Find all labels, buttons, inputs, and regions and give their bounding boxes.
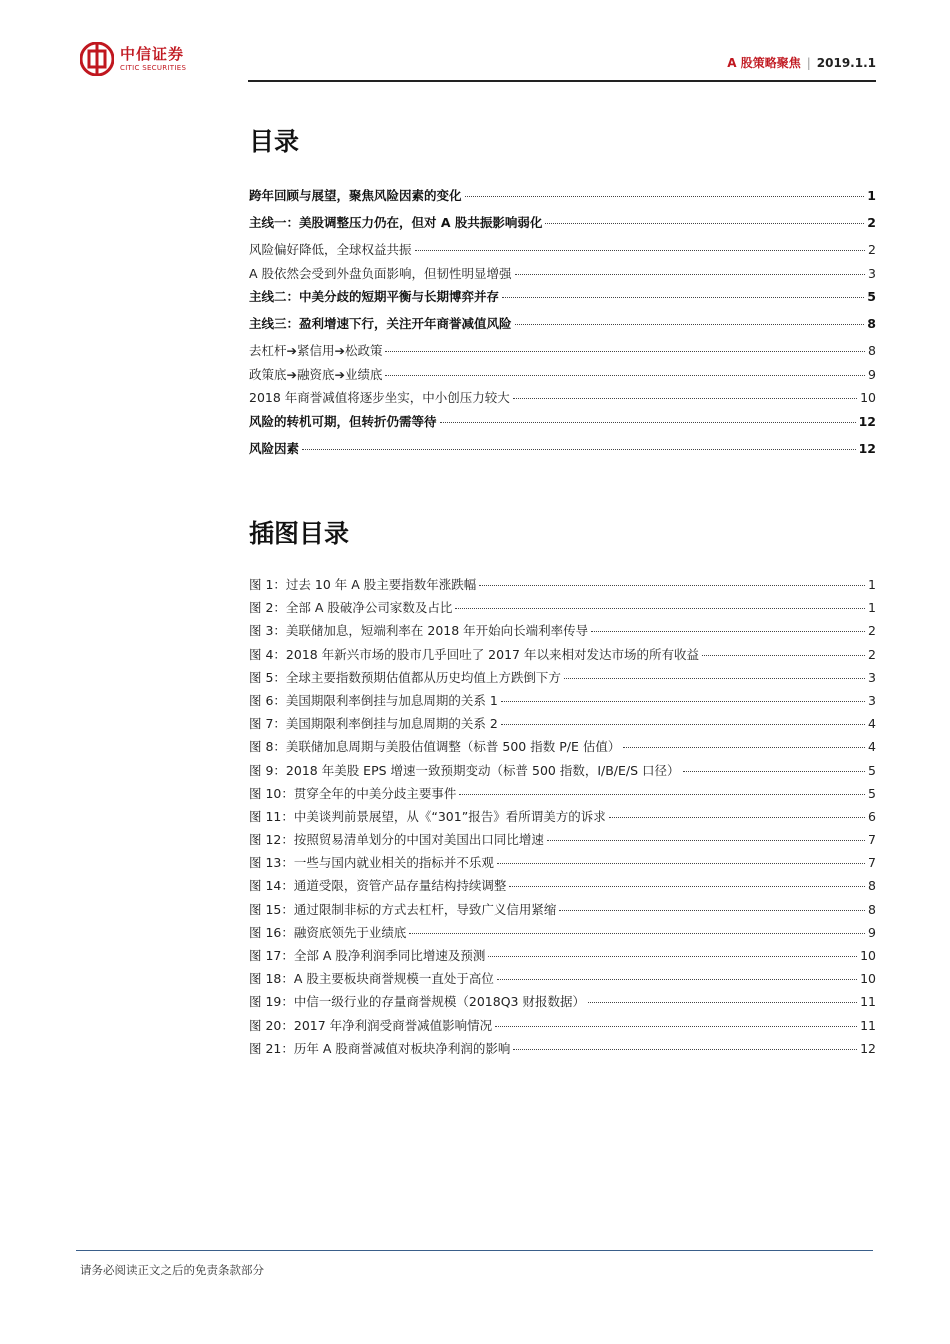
figure-entry[interactable] — [249, 853, 876, 876]
toc-entry-text: 风险的转机可期，但转折仍需等待 — [249, 413, 437, 429]
figure-entry-page-number: 11 — [860, 994, 876, 1010]
page-header — [80, 42, 876, 82]
figure-entry-text: 图 6：美国期限利率倒挂与加息周期的关系 1 — [249, 692, 498, 708]
figure-entry[interactable] — [249, 784, 876, 807]
toc-entry-text: 主线一：美股调整压力仍在，但对 A 股共振影响弱化 — [249, 215, 543, 230]
toc-entry-page-number: 9 — [868, 366, 876, 382]
figure-entry-text: 图 14：通道受限，资管产品存量结构持续调整 — [249, 878, 507, 894]
toc-entry[interactable] — [249, 341, 876, 365]
figure-entry-text: 图 5：全球主要指数预期估值都从历史均值上方跌倒下方 — [249, 669, 561, 685]
toc-entry[interactable] — [249, 439, 876, 466]
figure-entry[interactable] — [249, 598, 876, 621]
figure-entry-leader-dots — [623, 747, 865, 748]
figure-entry[interactable] — [249, 645, 876, 668]
figure-entry-page-number: 3 — [868, 669, 876, 685]
toc-entry-leader-dots — [302, 449, 856, 450]
figure-entry[interactable] — [249, 737, 876, 760]
toc-entry-page-number: 10 — [860, 390, 876, 405]
toc-entry[interactable] — [249, 186, 876, 213]
report-type: A 股策略聚焦 — [727, 56, 801, 70]
footer-disclaimer: 请务必阅读正文之后的免责条款部分 — [80, 1263, 264, 1277]
figure-entry-text: 图 18：A 股主要板块商誉规模一直处于高位 — [249, 971, 494, 987]
toc-entry-leader-dots — [515, 274, 866, 275]
figure-entry[interactable] — [249, 1039, 876, 1062]
figure-entry[interactable] — [249, 621, 876, 644]
figure-entry-text: 图 19：中信一级行业的存量商誉规模（2018Q3 财报数据） — [249, 994, 585, 1010]
toc-entry-text: 政策底➔融资底➔业绩底 — [249, 366, 383, 382]
figure-entry[interactable] — [249, 807, 876, 830]
figure-entry-text: 图 3：美联储加息，短端利率在 2018 年开始向长端利率传导 — [249, 623, 589, 639]
toc-entry-page-number: 1 — [867, 188, 876, 203]
figure-entry[interactable] — [249, 714, 876, 737]
figure-entry-page-number: 8 — [868, 901, 876, 917]
logo-english-name: CITIC SECURITIES — [120, 64, 187, 72]
figure-entry-leader-dots — [588, 1002, 857, 1003]
figure-entry-page-number: 1 — [868, 577, 876, 592]
logo-chinese-name: 中信证券 — [120, 45, 185, 63]
figure-entry-page-number: 12 — [860, 1040, 876, 1056]
figure-entry[interactable] — [249, 876, 876, 899]
figure-entry-leader-dots — [479, 585, 865, 586]
figure-entry-page-number: 10 — [860, 948, 876, 963]
figure-entry-page-number: 7 — [868, 855, 876, 871]
report-date: 2019.1.1 — [816, 56, 876, 70]
figure-entry-leader-dots — [497, 979, 857, 980]
toc-entry-leader-dots — [545, 223, 864, 224]
figure-entry-leader-dots — [559, 910, 865, 911]
figure-entry-page-number: 10 — [860, 971, 876, 987]
figure-entry-page-number: 5 — [868, 785, 876, 801]
figure-entry-text: 图 20：2017 年净利润受商誉减值影响情况 — [249, 1017, 493, 1033]
figure-entry[interactable] — [249, 761, 876, 784]
figure-entry-leader-dots — [591, 631, 865, 632]
figure-entry-leader-dots — [702, 655, 865, 656]
toc-entry-text: 主线二：中美分歧的短期平衡与长期博弈并存 — [249, 289, 500, 304]
figure-entry-text: 图 4：2018 年新兴市场的股市几乎回吐了 2017 年以来相对发达市场的所有收益 — [249, 646, 699, 662]
figure-entry-text: 图 11：中美谈判前景展望，从《“301”报告》看所谓美方的诉求 — [249, 808, 606, 824]
figure-entry-leader-dots — [609, 817, 865, 818]
toc-entry[interactable] — [249, 287, 876, 314]
figure-entry-leader-dots — [488, 956, 857, 957]
toc-entry-leader-dots — [385, 351, 865, 352]
toc-entry[interactable] — [249, 213, 876, 240]
figure-entry-text: 图 12：按照贸易清单划分的中国对美国出口同比增速 — [249, 832, 544, 848]
footer-divider — [76, 1250, 873, 1251]
figure-entry-leader-dots — [564, 678, 865, 679]
toc-entry-text: 风险偏好降低，全球权益共振 — [249, 242, 412, 257]
figure-entry-text: 图 2：全部 A 股破净公司家数及占比 — [249, 600, 453, 616]
toc-entry-text: 跨年回顾与展望，聚焦风险因素的变化 — [249, 188, 462, 203]
toc-list — [249, 186, 876, 466]
figure-entry-page-number: 3 — [868, 692, 876, 708]
figure-entry-text: 图 10：贯穿全年的中美分歧主要事件 — [249, 785, 457, 801]
header-divider — [248, 80, 876, 82]
toc-entry-leader-dots — [515, 324, 865, 325]
figure-entry-text: 图 7：美国期限利率倒挂与加息周期的关系 2 — [249, 716, 498, 732]
figure-entry[interactable] — [249, 1016, 876, 1039]
toc-entry-text: 去杠杆➔紧信用➔松政策 — [249, 343, 383, 358]
figure-entry-leader-dots — [683, 771, 866, 772]
figure-entry[interactable] — [249, 992, 876, 1015]
figure-entry-text: 图 13：一些与国内就业相关的指标并不乐观 — [249, 855, 494, 871]
figure-entry-leader-dots — [547, 840, 865, 841]
figure-entry-leader-dots — [455, 608, 865, 609]
toc-entry-leader-dots — [502, 297, 864, 298]
toc-entry-text: 主线三：盈利增速下行，关注开年商誉减值风险 — [249, 316, 512, 331]
toc-entry[interactable] — [249, 264, 876, 288]
figure-entry-leader-dots — [501, 701, 865, 702]
figure-entry[interactable] — [249, 900, 876, 923]
figures-list — [249, 575, 876, 1062]
toc-entry[interactable] — [249, 388, 876, 412]
figure-entry-page-number: 2 — [868, 646, 876, 662]
toc-entry-text: 风险因素 — [249, 440, 300, 456]
figure-entry[interactable] — [249, 830, 876, 853]
toc-entry-page-number: 5 — [867, 289, 876, 304]
citic-logo — [80, 42, 186, 76]
figure-entry-page-number: 2 — [868, 623, 876, 639]
figure-entry-leader-dots — [497, 863, 865, 864]
figure-entry-text: 图 17：全部 A 股净利润季同比增速及预测 — [249, 948, 486, 963]
figure-entry-leader-dots — [509, 886, 865, 887]
header-separator: | — [806, 56, 811, 70]
toc-entry-leader-dots — [513, 398, 857, 399]
figure-entry-leader-dots — [501, 724, 865, 725]
figure-entry-page-number: 5 — [868, 762, 876, 778]
figure-entry-page-number: 7 — [868, 832, 876, 848]
toc-entry-leader-dots — [385, 375, 865, 376]
toc-entry-page-number: 2 — [867, 215, 876, 230]
figure-entry-text: 图 9：2018 年美股 EPS 增速一致预期变动（标普 500 指数，I/B/E/S 口径） — [249, 762, 680, 778]
figure-entry-page-number: 4 — [868, 739, 876, 755]
figure-entry[interactable] — [249, 946, 876, 969]
report-meta — [727, 54, 876, 71]
figure-entry-text: 图 15：通过限制非标的方式去杠杆，导致广义信用紧缩 — [249, 901, 557, 917]
toc-entry-leader-dots — [415, 250, 866, 251]
toc-entry-leader-dots — [440, 422, 856, 423]
figure-entry[interactable] — [249, 691, 876, 714]
figure-entry-leader-dots — [409, 933, 865, 934]
figure-entry-text: 图 8：美联储加息周期与美股估值调整（标普 500 指数 P/E 估值） — [249, 739, 621, 755]
figure-entry-page-number: 4 — [868, 716, 876, 732]
figures-title: 插图目录 — [249, 519, 350, 548]
figure-entry-page-number: 1 — [868, 600, 876, 616]
figure-entry-text: 图 16：融资底领先于业绩底 — [249, 924, 407, 940]
toc-entry[interactable] — [249, 314, 876, 341]
figure-entry-leader-dots — [513, 1049, 857, 1050]
toc-entry-leader-dots — [465, 196, 865, 197]
figure-entry-leader-dots — [495, 1026, 857, 1027]
figure-entry-page-number: 9 — [868, 924, 876, 940]
figure-entry[interactable] — [249, 969, 876, 992]
figure-entry-page-number: 8 — [868, 878, 876, 894]
toc-entry[interactable] — [249, 240, 876, 264]
toc-entry[interactable] — [249, 365, 876, 389]
figure-entry-leader-dots — [459, 794, 865, 795]
figure-entry-page-number: 11 — [860, 1017, 876, 1033]
figure-entry[interactable] — [249, 923, 876, 946]
figure-entry-text: 图 21：历年 A 股商誉减值对板块净利润的影响 — [249, 1040, 511, 1056]
toc-title: 目录 — [249, 127, 300, 156]
toc-entry-page-number: 2 — [868, 242, 876, 257]
toc-entry-text: A 股依然会受到外盘负面影响，但韧性明显增强 — [249, 265, 512, 281]
toc-entry-page-number: 12 — [858, 413, 876, 429]
citic-logo-icon — [80, 42, 114, 76]
toc-entry-text: 2018 年商誉减值将逐步坐实，中小创压力较大 — [249, 390, 510, 405]
toc-entry-page-number: 12 — [858, 440, 876, 456]
figure-entry-page-number: 6 — [868, 808, 876, 824]
figure-entry[interactable] — [249, 575, 876, 598]
toc-entry-page-number: 3 — [868, 265, 876, 281]
toc-entry[interactable] — [249, 412, 876, 439]
figure-entry[interactable] — [249, 668, 876, 691]
figure-entry-text: 图 1：过去 10 年 A 股主要指数年涨跌幅 — [249, 577, 477, 592]
toc-entry-page-number: 8 — [867, 316, 876, 331]
toc-entry-page-number: 8 — [868, 343, 876, 358]
